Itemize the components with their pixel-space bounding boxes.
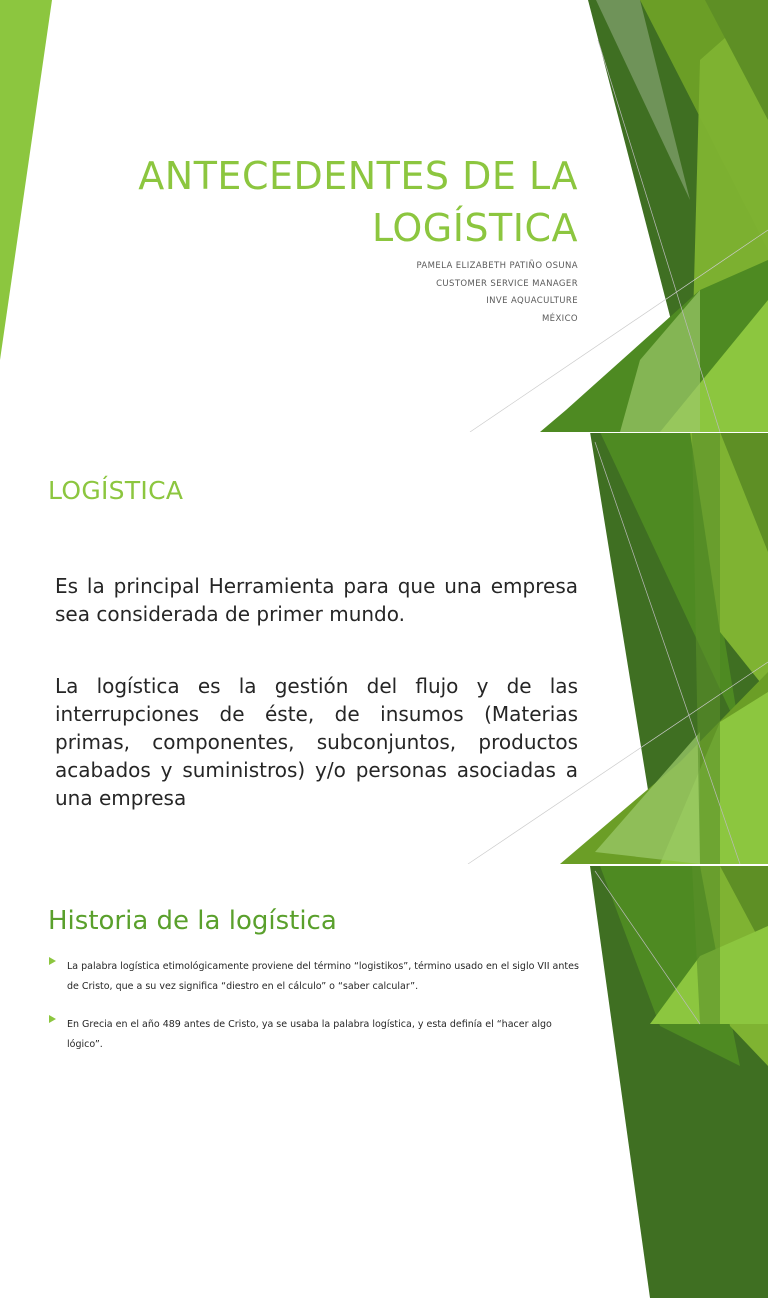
author-company: INVE AQUACULTURE — [486, 296, 578, 306]
slide-divider — [0, 432, 768, 433]
definition-paragraph-1: Es la principal Herramienta para que una empresa sea considerada de primer mundo. — [55, 574, 578, 626]
history-slide — [0, 866, 768, 1050]
definition-slide — [0, 432, 768, 864]
title-line-2: LOGÍSTICA — [372, 206, 578, 250]
slide-title: LOGÍSTICA — [48, 476, 184, 505]
definition-paragraph-2: La logística es la gestión del flujo y de las interrupciones de éste, de insumos (Materias primas, componentes, subconjuntos, productos acabados y suministros) y/o personas asociadas a una empresa — [55, 674, 578, 810]
list-item — [47, 1012, 587, 1052]
triangle-bullet-icon — [49, 1015, 56, 1023]
slide-subtitle — [158, 258, 578, 328]
bullet-text: La palabra logística etimológicamente proviene del término “logistikos”, término usado en el siglo VII antes de Cristo, que a su vez significa “diestro en el cálculo” o “saber calcular”. — [67, 961, 579, 992]
bullet-text: En Grecia en el año 489 antes de Cristo, ya se usaba la palabra logística, y esta definía el “hacer algo lógico”. — [67, 1019, 552, 1050]
history-bullet-list — [47, 954, 587, 1070]
title-line-1: ANTECEDENTES DE LA — [138, 154, 578, 198]
slide-divider — [0, 864, 768, 866]
slide-title — [58, 150, 578, 254]
author-name: PAMELA ELIZABETH PATIÑO OSUNA — [416, 261, 578, 271]
title-slide — [0, 0, 768, 432]
triangle-bullet-icon — [49, 957, 56, 965]
author-country: MÉXICO — [541, 313, 578, 324]
author-role: CUSTOMER SERVICE MANAGER — [436, 278, 578, 289]
list-item — [47, 954, 587, 994]
slide-title: Historia de la logística — [48, 906, 337, 936]
